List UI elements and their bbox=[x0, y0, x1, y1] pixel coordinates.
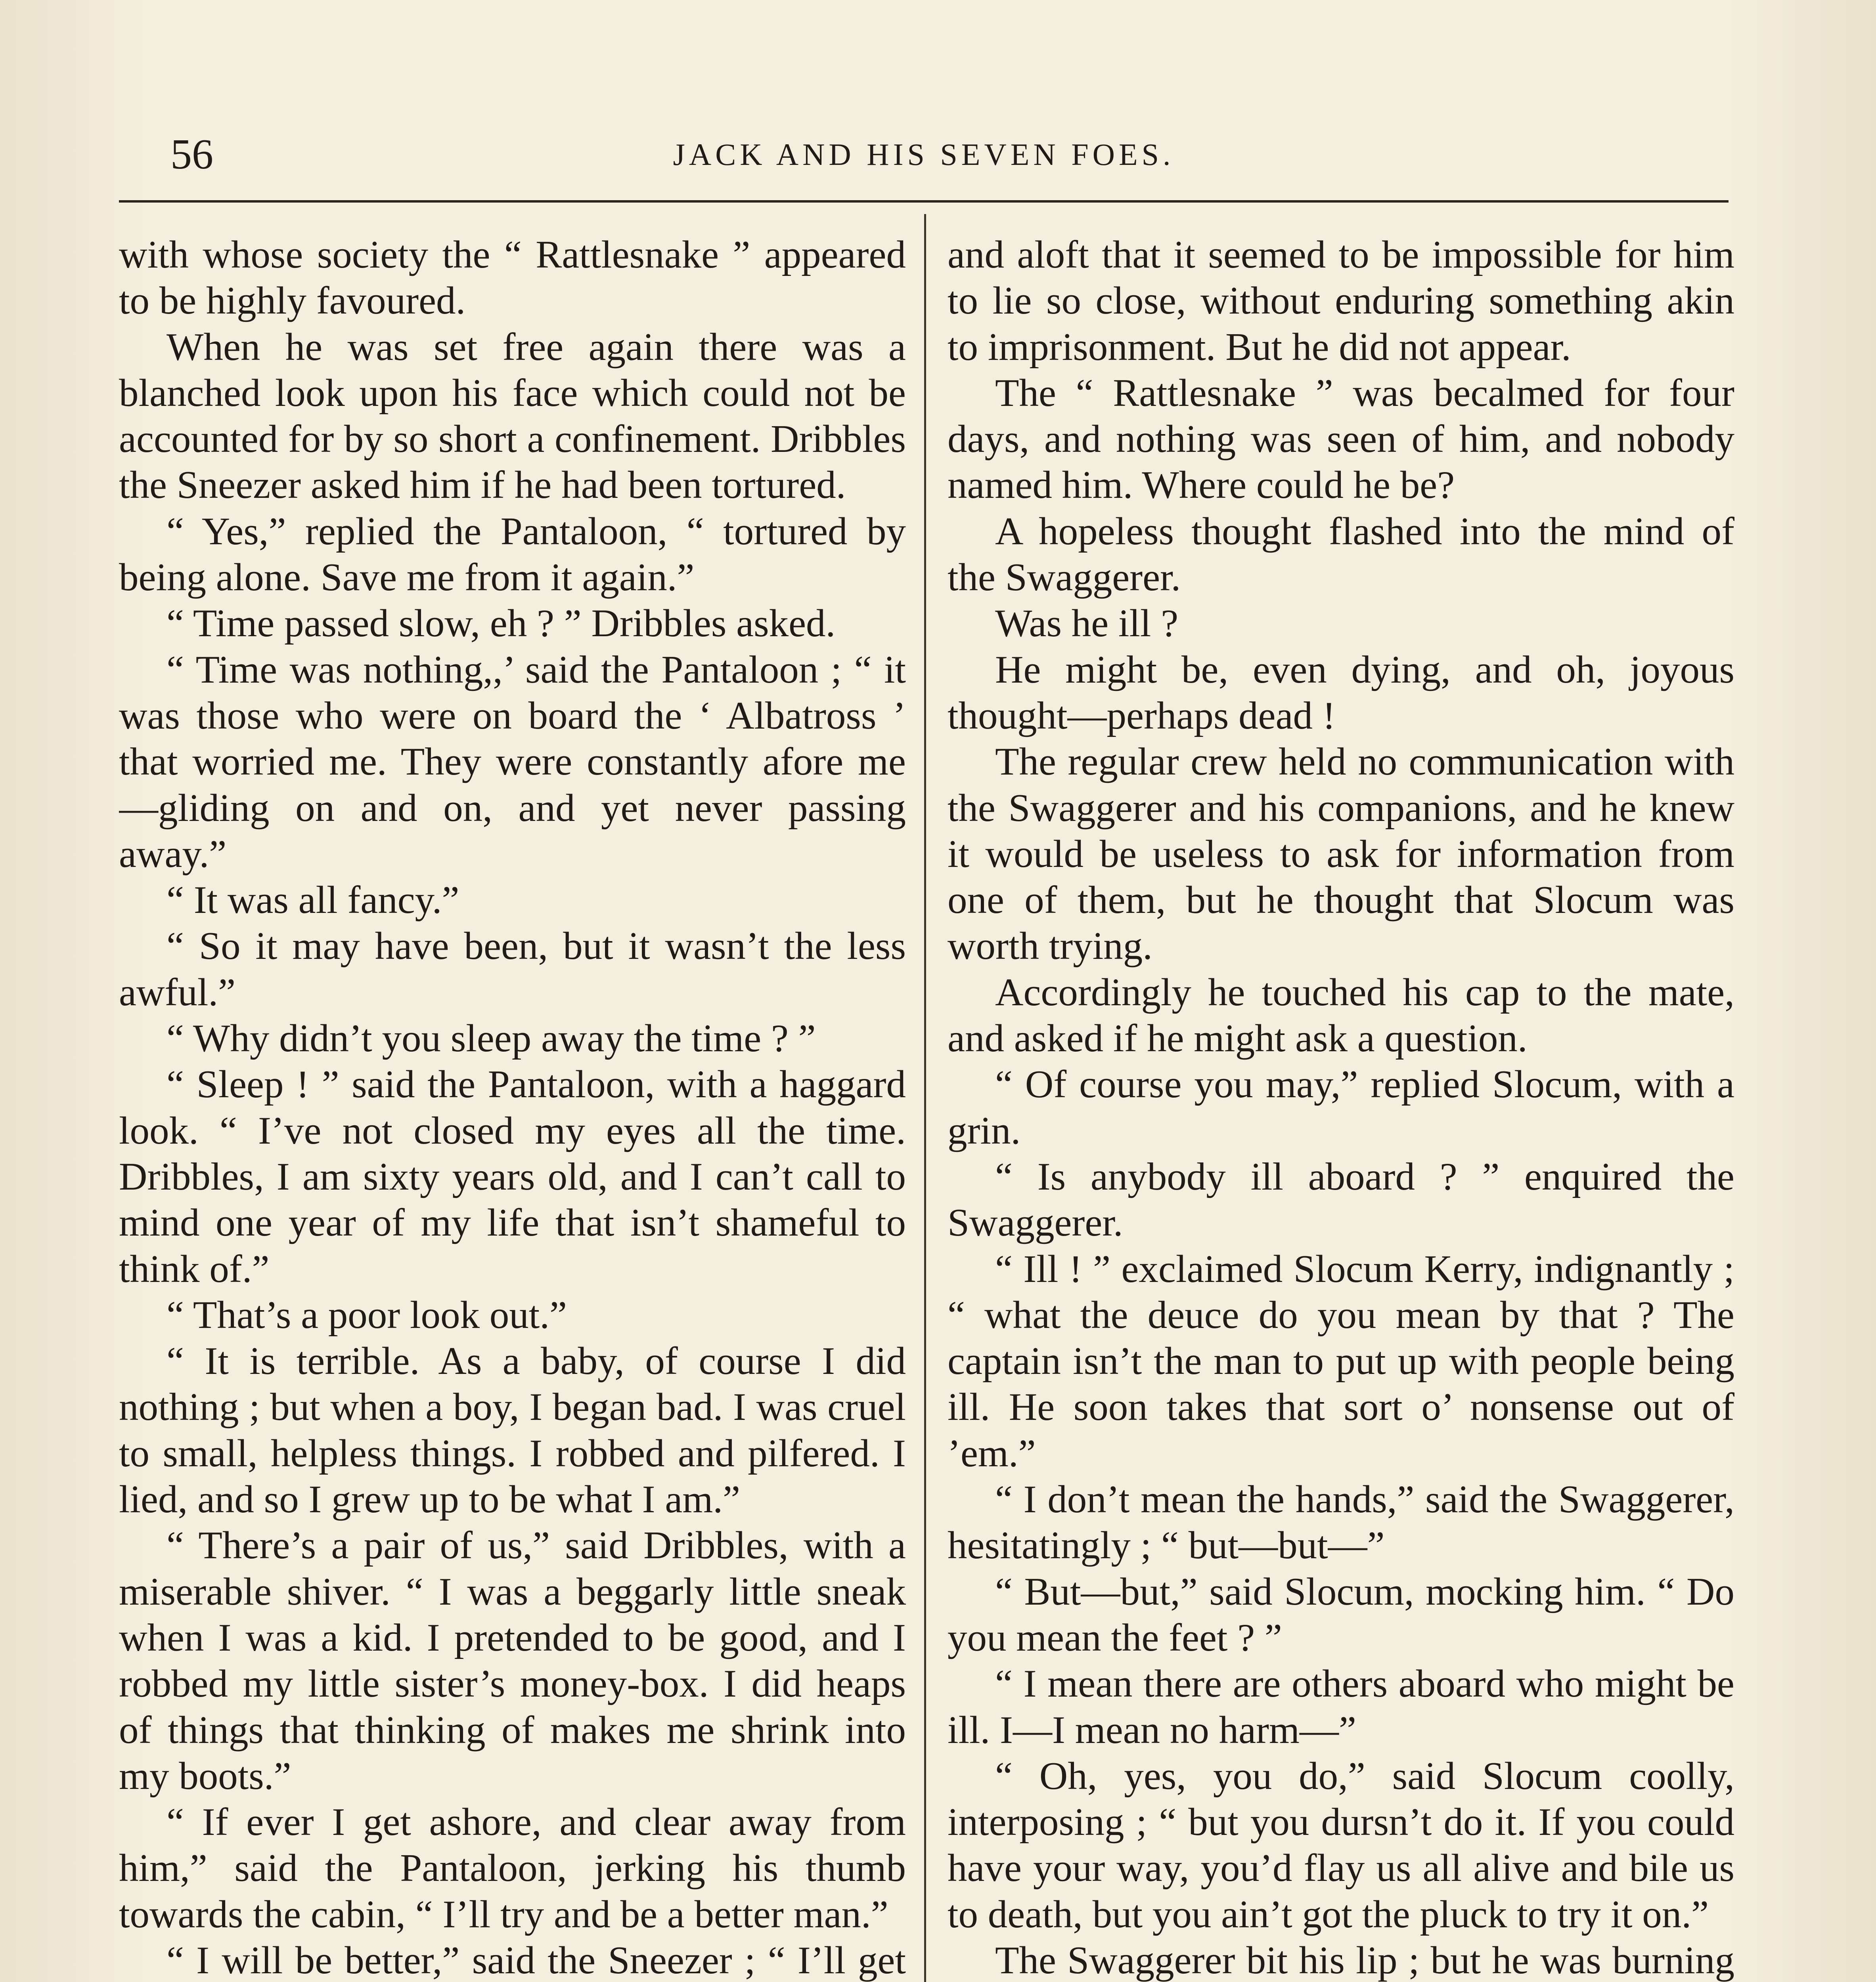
page-header bbox=[119, 127, 1729, 182]
paragraph: “ Yes,” replied the Pantaloon, “ tortured by being alone. Save me from it again.” bbox=[119, 509, 906, 599]
paragraph: “ It was all fancy.” bbox=[167, 878, 459, 922]
paragraph: “ Time was nothing,,’ said the Pantaloon ; “ it was those who were on board the ‘ Albatross ’ that worried me. They were constantly afore me—gliding on and on, and yet never passing away.” bbox=[119, 648, 906, 876]
paragraph: The regular crew held no communication with the Swaggerer and his companions, and he knew it would be useless to ask for information from one of them, but he thought that Slocum was worth trying. bbox=[948, 740, 1734, 968]
paragraph: “ Ill ! ” exclaimed Slocum Kerry, indignantly ; “ what the deuce do you mean by that ? The captain isn’t the man to put up with people being ill. He soon takes that sort o’ nonsense out of ’em.” bbox=[948, 1247, 1734, 1475]
paragraph: Was he ill ? bbox=[995, 602, 1179, 645]
paragraph: “ I mean there are others aboard who might be ill. I—I mean no harm—” bbox=[948, 1662, 1734, 1752]
paragraph: When he was set free again there was a blanched look upon his face which could not be accounted for by so short a confinement. Dribbles the Sneezer asked him if he had been tortured. bbox=[119, 325, 906, 507]
paragraph: “ That’s a poor look out.” bbox=[167, 1293, 567, 1337]
paragraph: “ So it may have been, but it wasn’t the less awful.” bbox=[119, 924, 906, 1014]
paragraph: “ There’s a pair of us,” said Dribbles, with a miserable shiver. “ I was a beggarly little sneak when I was a kid. I pretended to be good, and I robbed my little sister’s money-box. I did heaps of things that thinking of makes me shrink into my boots.” bbox=[119, 1524, 906, 1798]
paragraph: “ Time passed slow, eh ? ” Dribbles asked. bbox=[167, 602, 836, 645]
column-divider bbox=[924, 214, 926, 1982]
paragraph: “ Is anybody ill aboard ? ” enquired the Swaggerer. bbox=[948, 1155, 1734, 1245]
paragraph: “ I don’t mean the hands,” said the Swaggerer, hesitatingly ; “ but—but—” bbox=[948, 1478, 1734, 1567]
paragraph: “ It is terrible. As a baby, of course I did nothing ; but when a boy, I began bad. I was cruel to small, helpless things. I robbed and pilfered. I lied, and so I grew up to be what I am.” bbox=[119, 1339, 906, 1521]
running-head: JACK AND HIS SEVEN FOES. bbox=[673, 137, 1175, 172]
paragraph: and aloft that it seemed to be impossible for him to lie so close, without enduring something akin to imprisonment. But he did not appear. bbox=[948, 233, 1734, 369]
paragraph: He might be, even dying, and oh, joyous thought—perhaps dead ! bbox=[948, 648, 1734, 737]
paragraph: with whose society the “ Rattlesnake ” appeared to be highly favoured. bbox=[119, 233, 906, 323]
right-column bbox=[948, 232, 1734, 1982]
paragraph: “ Why didn’t you sleep away the time ? ” bbox=[167, 1017, 816, 1060]
paragraph: Accordingly he touched his cap to the mate, and asked if he might ask a question. bbox=[948, 970, 1734, 1060]
page-number: 56 bbox=[170, 131, 213, 178]
paragraph: “ I will be better,” said the Sneezer ; “ I’ll get bbox=[167, 1938, 906, 1982]
paragraph: “ Of course you may,” replied Slocum, with a grin. bbox=[948, 1063, 1734, 1152]
paragraph: “ But—but,” said Slocum, mocking him. “ Do you mean the feet ? ” bbox=[948, 1570, 1734, 1659]
paragraph: A hopeless thought flashed into the mind of the Swaggerer. bbox=[948, 509, 1734, 599]
paragraph: “ If ever I get ashore, and clear away from him,” said the Pantaloon, jerking his thumb towards the cabin, “ I’ll try and be a better man.” bbox=[119, 1800, 906, 1936]
paragraph: The Swaggerer bit his lip ; but he was burning bbox=[995, 1938, 1734, 1982]
paragraph: “ Sleep ! ” said the Pantaloon, with a haggard look. “ I’ve not closed my eyes all the time. Dribbles, I am sixty years old, and I can’t call to mind one year of my life that isn’t shameful to think of.” bbox=[119, 1063, 906, 1291]
paragraph: “ Oh, yes, you do,” said Slocum coolly, interposing ; “ but you dursn’t do it. If you could have your way, you’d flay us all alive and bile us to death, but you ain’t got the pluck to try it on.” bbox=[948, 1754, 1734, 1936]
header-rule bbox=[119, 200, 1729, 203]
paragraph: The “ Rattlesnake ” was becalmed for four days, and nothing was seen of him, and nobody named him. Where could he be? bbox=[948, 371, 1734, 507]
left-column bbox=[119, 232, 906, 1982]
